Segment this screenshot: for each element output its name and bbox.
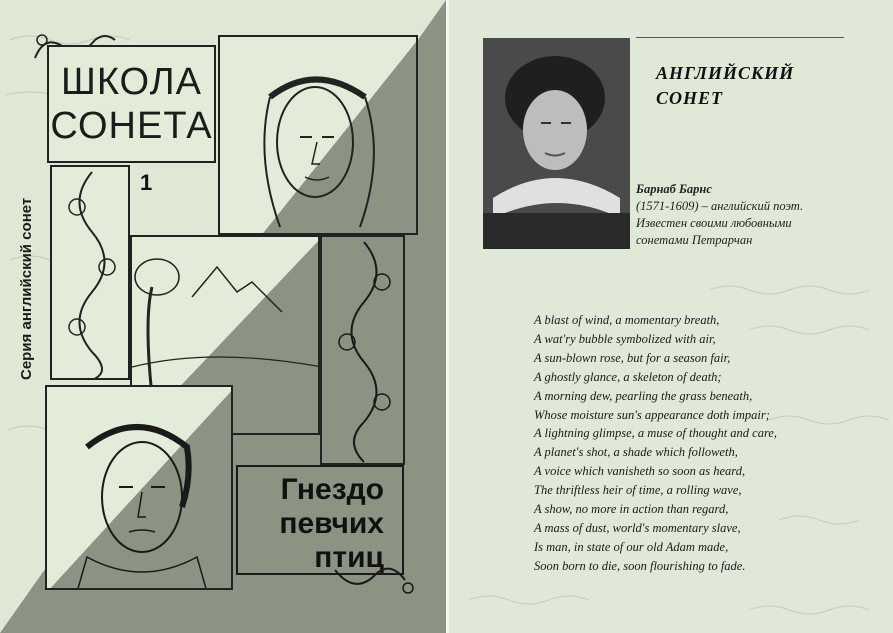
volume-number: 1 <box>140 170 153 195</box>
poem-line: A lightning glimpse, a muse of thought and care, <box>534 426 778 441</box>
book-title-line2: певчих <box>279 507 384 540</box>
author-name: Барнаб Барнс <box>636 182 712 196</box>
sonnet-text <box>534 311 777 576</box>
article-page <box>449 0 893 633</box>
bio-line2: Известен своими любовными <box>636 216 792 230</box>
floral-panel-left <box>50 165 130 380</box>
flourish-ornament-bottom <box>330 560 420 600</box>
poem-line: A ghostly glance, a skeleton of death; <box>534 369 722 384</box>
poem-line: A voice which vanisheth so soon as heard, <box>534 464 746 479</box>
poem-line: A blast of wind, a momentary breath, <box>534 313 720 327</box>
dante-illustration <box>45 385 233 590</box>
poem-line: Soon born to die, soon flourishing to fade. <box>534 558 746 573</box>
article-title-line2: СОНЕТ <box>656 88 724 108</box>
poem-line: A planet's shot, a shade which followeth, <box>534 445 738 460</box>
poem-line: The thriftless heir of time, a rolling wave, <box>534 483 742 498</box>
series-title-line2: СОНЕТА <box>50 105 213 147</box>
header-rule <box>636 37 844 38</box>
book-title-box <box>236 465 404 575</box>
poem-line: A sun-blown rose, but for a season fair, <box>534 350 731 365</box>
poem-line: A wat'ry bubble symbolized with air, <box>534 331 716 346</box>
book-title-line1: Гнездо <box>280 473 384 506</box>
poem-line: Is man, in state of our old Adam made, <box>534 539 729 554</box>
bio-line1: (1571-1609) – английский поэт. <box>636 199 804 213</box>
series-side-text: Серия английский сонет <box>18 197 35 380</box>
poem-line: A show, no more in action than regard, <box>534 502 729 517</box>
series-title-line1: ШКОЛА <box>61 61 202 103</box>
article-title-line1: АНГЛИЙСКИЙ <box>656 63 795 83</box>
floral-panel-right <box>320 235 405 465</box>
series-title-box <box>47 45 216 163</box>
bio-line3: сонетами Петрарчан <box>636 233 753 247</box>
author-portrait <box>483 38 630 249</box>
cover-page <box>0 0 446 633</box>
petrarch-illustration <box>218 35 418 235</box>
author-bio <box>636 181 803 249</box>
poem-line: A morning dew, pearling the grass beneath, <box>534 388 753 403</box>
book-title-line3: птиц <box>314 541 384 574</box>
poem-line: Whose moisture sun's appearance doth impair; <box>534 407 770 422</box>
poem-line: A mass of dust, world's momentary slave, <box>534 520 741 535</box>
